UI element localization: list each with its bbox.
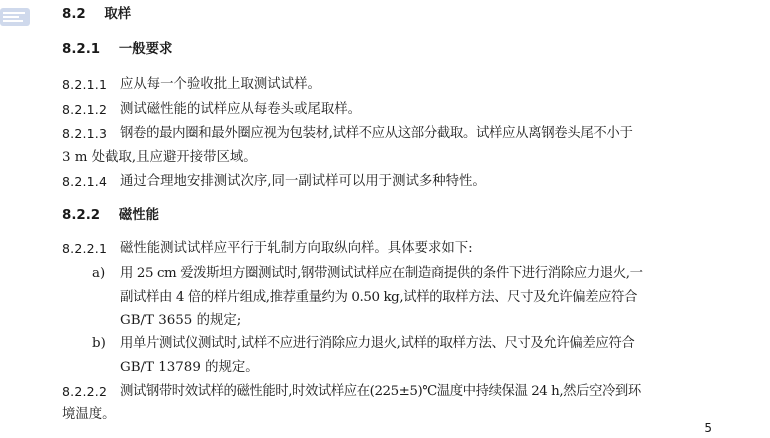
clause-text: 磁性能测试试样应平行于轧制方向取纵向样。具体要求如下: [120, 241, 473, 256]
clause-text: 测试磁性能的试样应从每卷头或尾取样。 [120, 102, 362, 117]
list-item-a-line-3: GB/T 3655 的规定; [120, 313, 242, 328]
clause-number: 8.2.2.1 [62, 241, 108, 256]
subsection-number: 8.2.2 [62, 208, 101, 223]
list-item-b-line-2: GB/T 13789 的规定。 [120, 360, 259, 375]
subsection-number: 8.2.1 [62, 42, 101, 57]
clause-text: 测试钢带时效试样的磁性能时,时效试样应在(225±5)℃温度中持续保温 24 h,然后空冷到环 [120, 384, 641, 399]
clause-text: 应从每一个验收批上取测试试样。 [120, 77, 321, 92]
clause-text: 钢卷的最内圈和最外圈应视为包装材,试样不应从这部分截取。试样应从离钢卷头尾不小于 [120, 126, 633, 141]
clause-number: 8.2.1.1 [62, 77, 108, 92]
list-item-a-label: a) [92, 266, 106, 281]
list-item-b-label: b) [92, 336, 106, 351]
list-item-a-line-2: 副试样由 4 倍的样片组成,推荐重量约为 0.50 kg,试样的取样方法、尺寸及允许偏差应符合 [120, 290, 638, 305]
list-item-a-line-1: 用 25 cm 爱泼斯坦方圈测试时,钢带测试试样应在制造商提供的条件下进行消除应力退火,一 [120, 266, 643, 281]
clause-number: 8.2.1.4 [62, 174, 108, 189]
page-number: 5 [704, 421, 712, 435]
subsection-title: 一般要求 [118, 42, 173, 57]
subsection-title: 磁性能 [118, 208, 159, 223]
clause-8-2-1-3-continuation: 3 m 处截取,且应避开接带区域。 [62, 150, 257, 165]
list-item-b-line-1: 用单片测试仪测试时,试样不应进行消除应力退火,试样的取样方法、尺寸及允许偏差应符合 [120, 336, 635, 351]
subsection-heading-magnetic [62, 207, 159, 225]
standard-logo-icon [0, 6, 34, 28]
section-title: 取样 [104, 7, 132, 22]
clause-number: 8.2.2.2 [62, 384, 108, 399]
subsection-heading-general [62, 41, 172, 59]
clause-8-2-2-2-continuation: 境温度。 [62, 407, 116, 422]
clause-text: 通过合理地安排测试次序,同一副试样可以用于测试多种特性。 [120, 174, 486, 189]
section-heading [62, 6, 131, 24]
clause-number: 8.2.1.3 [62, 126, 108, 141]
clause-number: 8.2.1.2 [62, 102, 108, 117]
section-number: 8.2 [62, 7, 86, 22]
